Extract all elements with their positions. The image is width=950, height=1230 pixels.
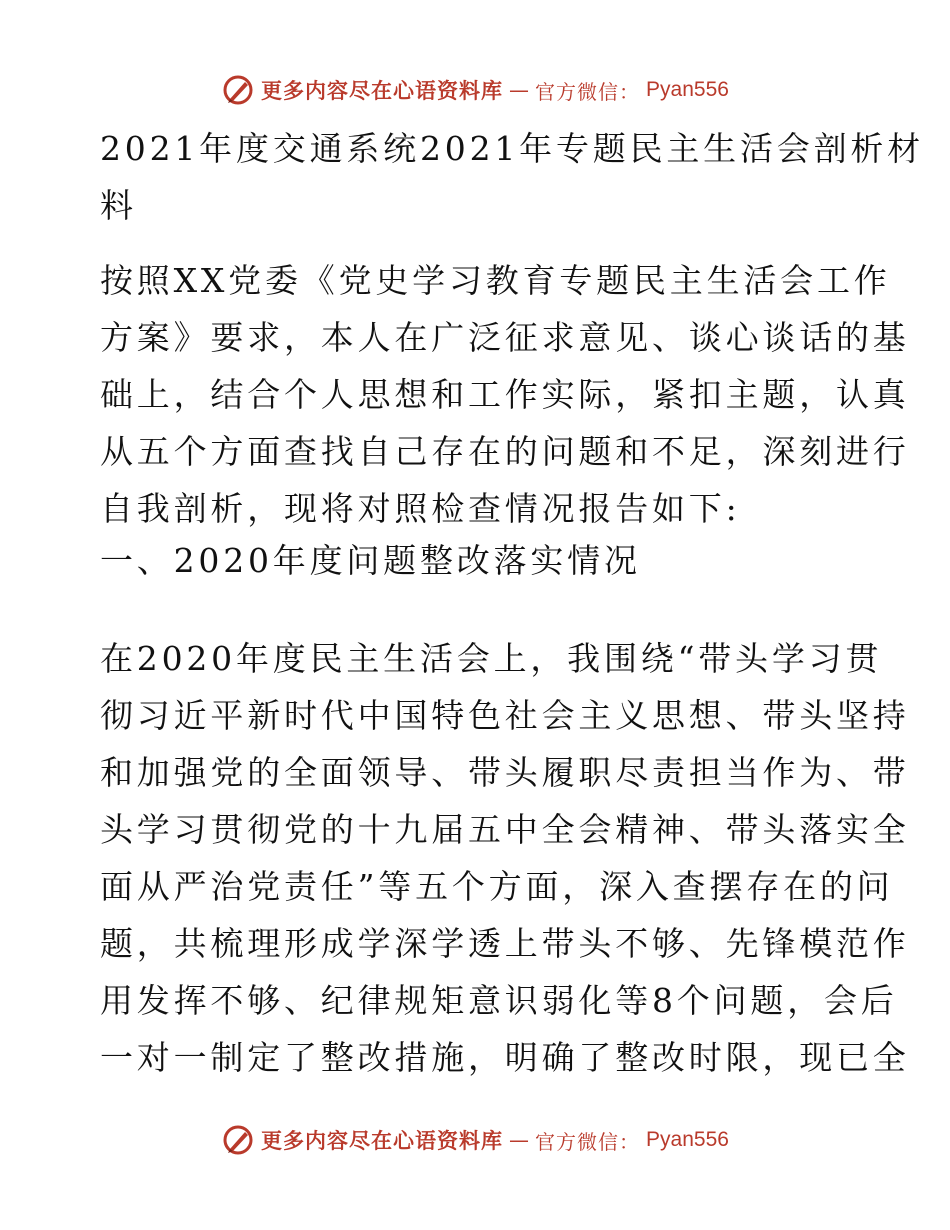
watermark-brand: 更多内容尽在心语资料库 (261, 1129, 504, 1153)
watermark-wechat-id: Pyan556 (646, 78, 729, 101)
body-line: 题，共梳理形成学深学透上带头不够、先锋模范作 (100, 924, 910, 963)
watermark-banner-top (0, 70, 950, 110)
intro-line: 础上，结合个人思想和工作实际，紧扣主题，认真 (100, 375, 910, 414)
intro-line: 按照XX党委《党史学习教育专题民主生活会工作 (100, 261, 891, 300)
body-line: 和加强党的全面领导、带头履职尽责担当作为、带 (100, 753, 910, 792)
body-paragraph (100, 630, 910, 1086)
body-line: 在2020年度民主生活会上，我围绕“带头学习贯 (100, 639, 883, 678)
body-line: 头学习贯彻党的十九届五中全会精神、带头落实全 (100, 810, 910, 849)
body-line: 面从严治党责任”等五个方面，深入查摆存在的问 (100, 867, 894, 906)
watermark-separator: — (509, 78, 530, 102)
watermark-label: 官方微信： (535, 1129, 641, 1154)
title-line: 料 (100, 186, 137, 225)
watermark-wechat-id: Pyan556 (646, 1128, 729, 1151)
body-line: 彻习近平新时代中国特色社会主义思想、带头坚持 (100, 696, 910, 735)
pen-logo-icon (221, 73, 255, 107)
watermark-brand: 更多内容尽在心语资料库 (261, 79, 504, 103)
watermark-banner-bottom (0, 1120, 950, 1160)
intro-line: 自我剖析，现将对照检查情况报告如下: (100, 489, 741, 528)
body-line: 用发挥不够、纪律规矩意识弱化等8个问题，会后 (100, 981, 898, 1020)
intro-line: 从五个方面查找自己存在的问题和不足，深刻进行 (100, 432, 910, 471)
body-line: 一对一制定了整改措施，明确了整改时限，现已全 (100, 1038, 910, 1077)
section-heading (100, 532, 860, 589)
intro-line: 方案》要求，本人在广泛征求意见、谈心谈话的基 (100, 318, 910, 357)
section-heading-text: 一、2020年度问题整改落实情况 (100, 541, 641, 580)
watermark-label: 官方微信： (535, 79, 641, 104)
watermark-separator: — (509, 1128, 530, 1152)
pen-logo-icon (221, 1123, 255, 1157)
title-line: 2021年度交通系统2021年专题民主生活会剖析材 (100, 129, 924, 168)
intro-paragraph (100, 252, 910, 537)
document-title (100, 120, 924, 234)
